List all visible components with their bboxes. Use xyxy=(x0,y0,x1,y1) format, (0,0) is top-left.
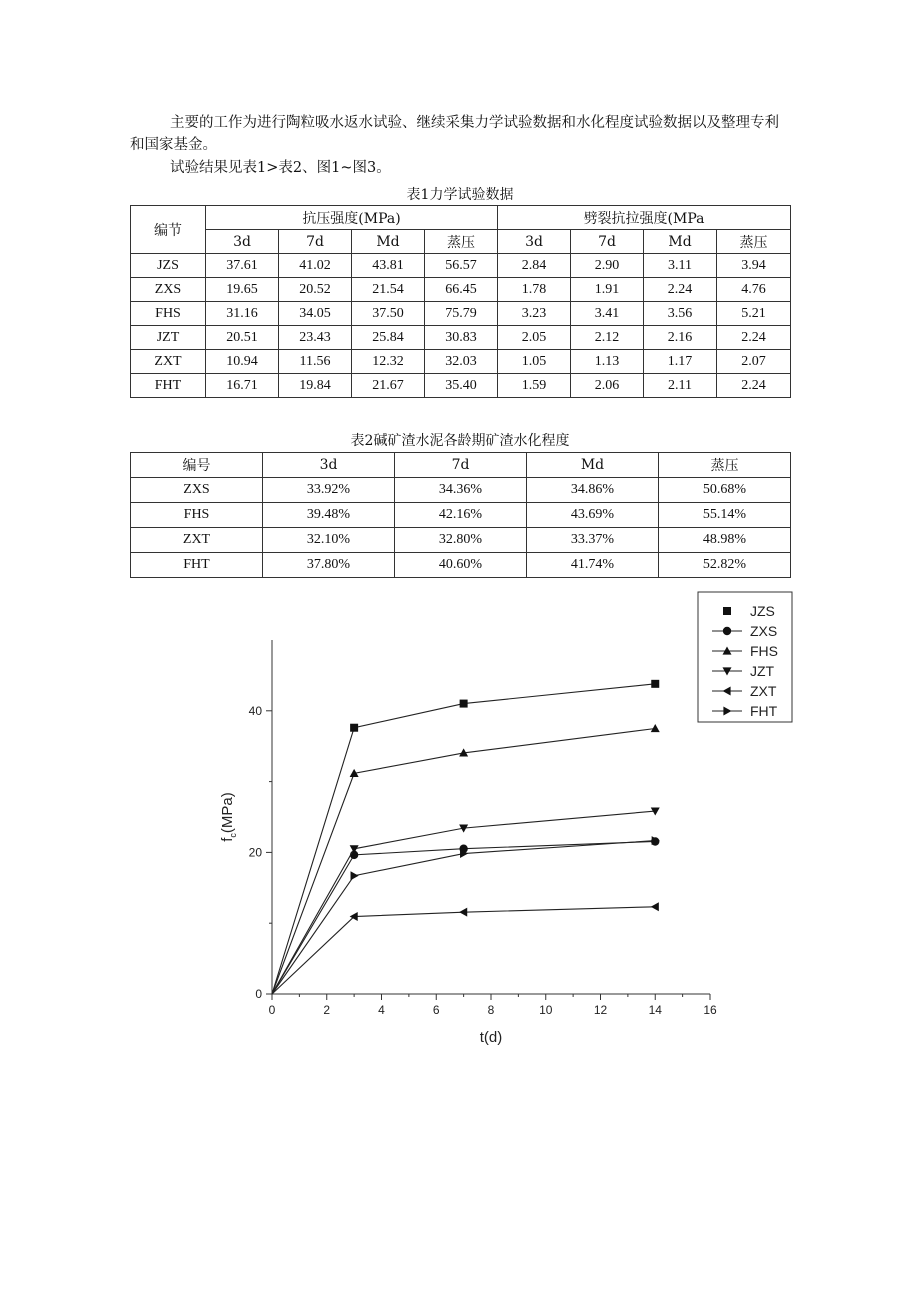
table-cell: 2.24 xyxy=(644,278,717,302)
legend-label: ZXT xyxy=(750,683,777,699)
table-cell: 3.23 xyxy=(498,302,571,326)
table-cell: 4.76 xyxy=(717,278,791,302)
table-cell: 41.74% xyxy=(527,553,659,578)
table-cell: 1.91 xyxy=(571,278,644,302)
legend-label: JZS xyxy=(750,603,775,619)
row-label: ZXS xyxy=(131,478,263,503)
intro-paragraph-2: 试验结果见表1>表2、图1~图3。 xyxy=(170,160,391,176)
x-tick-label: 4 xyxy=(378,1003,385,1017)
table-cell: 21.67 xyxy=(352,374,425,398)
table-cell: 2.24 xyxy=(717,374,791,398)
table-cell: 42.16% xyxy=(395,503,527,528)
table-cell: 31.16 xyxy=(206,302,279,326)
subheader: 7d xyxy=(571,230,644,254)
table-cell: 50.68% xyxy=(659,478,791,503)
row-label: JZT xyxy=(131,326,206,350)
table-cell: 41.02 xyxy=(279,254,352,278)
table-cell: 20.51 xyxy=(206,326,279,350)
data-point-jzs xyxy=(460,700,468,708)
table-cell: 75.79 xyxy=(425,302,498,326)
table-cell: 2.11 xyxy=(644,374,717,398)
table-cell: 1.05 xyxy=(498,350,571,374)
data-point-jzt xyxy=(350,845,359,853)
series-line-zxs xyxy=(272,841,655,994)
legend-label: FHT xyxy=(750,703,778,719)
table-cell: 1.78 xyxy=(498,278,571,302)
series-line-zxt xyxy=(272,907,655,994)
row-label: ZXS xyxy=(131,278,206,302)
x-tick-label: 2 xyxy=(323,1003,331,1017)
table2-header: 蒸压 xyxy=(659,453,791,478)
data-point-fht xyxy=(351,871,359,880)
table-cell: 2.12 xyxy=(571,326,644,350)
table2-header: 3d xyxy=(263,453,395,478)
table-cell: 32.10% xyxy=(263,528,395,553)
x-axis-label: t(d) xyxy=(479,1029,503,1046)
subheader: 3d xyxy=(206,230,279,254)
table2-header: 编号 xyxy=(131,453,263,478)
table-cell: 37.80% xyxy=(263,553,395,578)
table1-corner-header: 编节 xyxy=(131,206,206,254)
y-tick-label: 20 xyxy=(248,845,262,860)
legend-label: FHS xyxy=(750,643,778,659)
subheader: 蒸压 xyxy=(717,230,791,254)
row-label: JZS xyxy=(131,254,206,278)
splitting-tensile-header: 劈裂抗拉强度(MPa xyxy=(498,206,791,230)
table-cell: 20.52 xyxy=(279,278,352,302)
table-cell: 3.56 xyxy=(644,302,717,326)
data-point-jzs xyxy=(350,724,358,732)
table-cell: 23.43 xyxy=(279,326,352,350)
legend-marker-jzs xyxy=(723,607,731,615)
table-cell: 33.92% xyxy=(263,478,395,503)
table-cell: 32.80% xyxy=(395,528,527,553)
table-cell: 11.56 xyxy=(279,350,352,374)
table-cell: 48.98% xyxy=(659,528,791,553)
x-tick-label: 16 xyxy=(703,1003,717,1017)
x-tick-label: 14 xyxy=(648,1003,662,1017)
row-label: FHS xyxy=(131,503,263,528)
table-cell: 43.81 xyxy=(352,254,425,278)
table-cell: 34.86% xyxy=(527,478,659,503)
table-cell: 66.45 xyxy=(425,278,498,302)
table-cell: 2.84 xyxy=(498,254,571,278)
table-cell: 1.59 xyxy=(498,374,571,398)
data-point-zxt xyxy=(459,908,467,917)
table-cell: 21.54 xyxy=(352,278,425,302)
table-cell: 25.84 xyxy=(352,326,425,350)
compressive-strength-header: 抗压强度(MPa) xyxy=(206,206,498,230)
subheader: Md xyxy=(352,230,425,254)
table-cell: 19.84 xyxy=(279,374,352,398)
subheader: 3d xyxy=(498,230,571,254)
row-label: ZXT xyxy=(131,350,206,374)
table-cell: 2.16 xyxy=(644,326,717,350)
table-cell: 34.36% xyxy=(395,478,527,503)
table-cell: 2.90 xyxy=(571,254,644,278)
x-tick-label: 8 xyxy=(487,1003,495,1017)
data-point-jzs xyxy=(651,680,659,688)
data-point-fhs xyxy=(651,724,660,732)
y-tick-label: 40 xyxy=(248,703,262,718)
table-cell: 3.11 xyxy=(644,254,717,278)
x-tick-label: 0 xyxy=(268,1003,276,1017)
subheader: Md xyxy=(644,230,717,254)
y-axis-label: $f_c(MPa)$ xyxy=(219,792,238,842)
table-cell: 1.13 xyxy=(571,350,644,374)
x-tick-label: 10 xyxy=(539,1003,553,1017)
legend-marker-zxs xyxy=(723,627,731,635)
table-cell: 12.32 xyxy=(352,350,425,374)
table-cell: 40.60% xyxy=(395,553,527,578)
y-tick-label: 0 xyxy=(255,987,262,1001)
data-point-zxt xyxy=(651,902,659,911)
series-line-fhs xyxy=(272,729,655,995)
row-label: ZXT xyxy=(131,528,263,553)
x-tick-label: 6 xyxy=(432,1003,440,1017)
table-cell: 5.21 xyxy=(717,302,791,326)
table-cell: 52.82% xyxy=(659,553,791,578)
table-cell: 32.03 xyxy=(425,350,498,374)
table-cell: 55.14% xyxy=(659,503,791,528)
table-cell: 3.94 xyxy=(717,254,791,278)
table-cell: 2.24 xyxy=(717,326,791,350)
table-cell: 37.50 xyxy=(352,302,425,326)
row-label: FHT xyxy=(131,374,206,398)
table-cell: 37.61 xyxy=(206,254,279,278)
table1-caption: 表1力学试验数据 xyxy=(406,187,514,203)
row-label: FHS xyxy=(131,302,206,326)
table-cell: 3.41 xyxy=(571,302,644,326)
table2-header: Md xyxy=(527,453,659,478)
row-label: FHT xyxy=(131,553,263,578)
subheader: 蒸压 xyxy=(425,230,498,254)
table-cell: 2.06 xyxy=(571,374,644,398)
table-cell: 2.07 xyxy=(717,350,791,374)
table-cell: 30.83 xyxy=(425,326,498,350)
table2-caption: 表2碱矿渣水泥各龄期矿渣水化程度 xyxy=(350,433,570,449)
legend-label: ZXS xyxy=(750,623,778,639)
table-cell: 1.17 xyxy=(644,350,717,374)
legend-label: JZT xyxy=(750,663,775,679)
table-cell: 56.57 xyxy=(425,254,498,278)
table-cell: 33.37% xyxy=(527,528,659,553)
x-tick-label: 12 xyxy=(593,1003,608,1017)
table-cell: 10.94 xyxy=(206,350,279,374)
table2-header: 7d xyxy=(395,453,527,478)
table-cell: 2.05 xyxy=(498,326,571,350)
subheader: 7d xyxy=(279,230,352,254)
table-cell: 35.40 xyxy=(425,374,498,398)
series-line-fht xyxy=(272,841,655,994)
table-cell: 43.69% xyxy=(527,503,659,528)
intro-paragraph-1: 主要的工作为进行陶粒吸水返水试验、继续采集力学试验数据和水化程度试验数据以及整理专利和国家基金。 xyxy=(130,115,779,153)
table-cell: 39.48% xyxy=(263,503,395,528)
table-cell: 34.05 xyxy=(279,302,352,326)
table-cell: 19.65 xyxy=(206,278,279,302)
table-cell: 16.71 xyxy=(206,374,279,398)
